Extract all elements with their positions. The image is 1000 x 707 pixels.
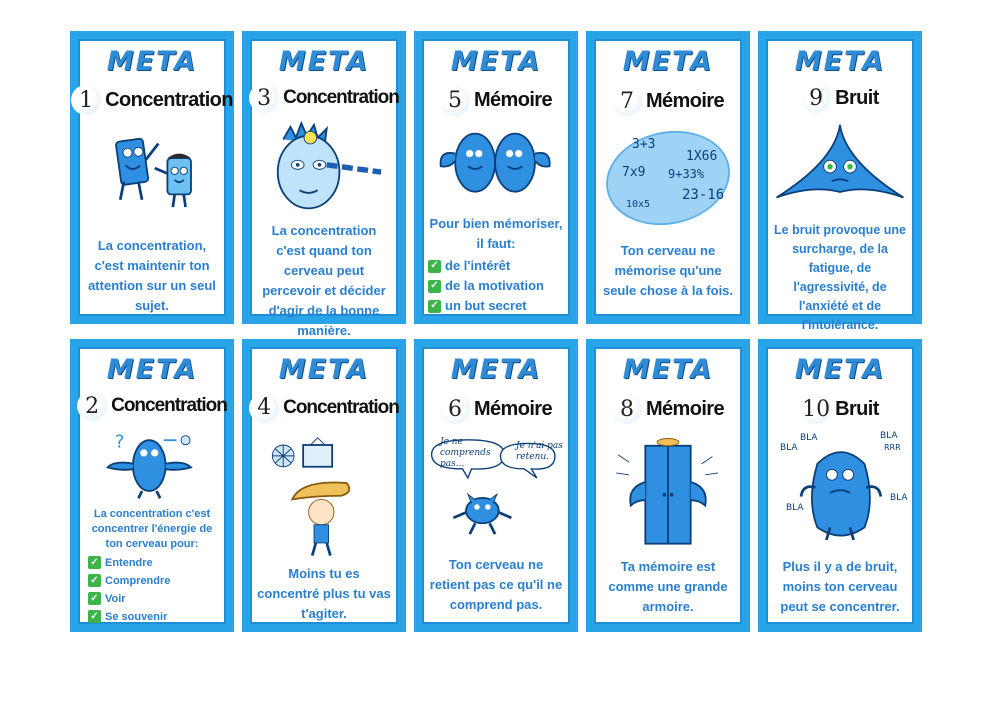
speech-character-illustration <box>428 431 564 543</box>
card-number: 7 <box>612 86 642 116</box>
card-logo: META <box>794 46 886 77</box>
checklist <box>80 554 224 626</box>
card-text: Le bruit provoque une surcharge, de la fatigue, de l'agressivité, de l'anxiété et de l'intolérance. <box>774 223 906 333</box>
check-icon: ✓ <box>428 260 441 273</box>
card-heading <box>772 391 908 427</box>
card-title: Concentration <box>105 88 233 111</box>
card-logo: META <box>278 46 370 77</box>
noisy-blob-illustration <box>772 431 908 553</box>
card-text: Ton cerveau ne retient pas ce qu'il ne comprend pas. <box>429 557 563 612</box>
list-item: ✓ un but secret <box>428 296 564 316</box>
card-text: La concentration c'est quand ton cerveau peut percevoir et décider d'agir de la bonne manière. <box>262 223 386 339</box>
checklist <box>428 256 564 316</box>
card-number: 3 <box>249 83 279 113</box>
card-5 <box>414 31 578 324</box>
card-6 <box>414 339 578 632</box>
math-text: 3+3 <box>632 137 656 152</box>
card-7 <box>586 31 750 324</box>
check-icon: ✓ <box>88 610 101 623</box>
card-number: 4 <box>249 393 279 423</box>
noise-text: BLA <box>786 503 804 513</box>
card-heading <box>256 391 399 424</box>
two-characters-illustration <box>84 121 220 222</box>
card-logo: META <box>450 46 542 77</box>
card-title: Concentration <box>283 396 399 418</box>
math-text: 23-16 <box>682 187 725 203</box>
card-text: La concentration, c'est maintenir ton attention sur un seul sujet. <box>88 238 216 313</box>
card-logo: META <box>106 354 198 385</box>
card-text: Ton cerveau ne mémorise qu'une seule chose à la fois. <box>602 243 734 298</box>
card-text: Pour bien mémoriser, il faut: <box>429 216 563 251</box>
list-item: ✓ Comprendre <box>88 572 224 590</box>
card-heading <box>84 391 227 421</box>
card-1 <box>70 31 234 324</box>
list-item: ✓ Se souvenir <box>88 608 224 626</box>
noise-text: BLA <box>800 433 818 443</box>
card-text: La concentration c'est concentrer l'énergie de ton cerveau pour: <box>91 507 213 550</box>
card-heading <box>79 83 233 117</box>
card-title: Mémoire <box>473 89 553 112</box>
math-text: 10x5 <box>626 199 651 210</box>
card-4 <box>242 339 406 632</box>
boy-distractions-illustration <box>256 428 392 560</box>
list-item: ✓ Voir <box>88 590 224 608</box>
list-item: ✓ de l'intérêt <box>428 256 564 276</box>
card-logo: META <box>622 354 714 385</box>
noise-text: RRR <box>884 443 901 452</box>
stressed-star-illustration <box>772 117 908 217</box>
card-number: 1 <box>71 85 101 115</box>
card-title: Mémoire <box>645 89 725 112</box>
card-number: 5 <box>440 86 470 116</box>
card-logo: META <box>622 46 714 77</box>
check-icon: ✓ <box>88 574 101 587</box>
check-icon: ✓ <box>428 280 441 293</box>
card-2 <box>70 339 234 632</box>
card-text: Ta mémoire est comme une grande armoire. <box>608 559 728 614</box>
card-number: 6 <box>440 394 470 424</box>
card-8 <box>586 339 750 632</box>
card-number: 10 <box>801 394 831 424</box>
card-logo: META <box>278 354 370 385</box>
check-icon: ✓ <box>88 592 101 605</box>
card-heading <box>772 83 908 113</box>
card-heading <box>600 83 736 119</box>
check-icon: ✓ <box>428 300 441 313</box>
list-item: ✓ Entendre <box>88 554 224 572</box>
card-title: Mémoire <box>473 397 553 420</box>
noise-text: BLA <box>780 443 798 453</box>
card-logo: META <box>106 46 198 77</box>
card-text: Plus il y a de bruit, moins ton cerveau peut se concentrer. <box>780 559 900 614</box>
card-title: Bruit <box>835 86 879 109</box>
card-heading <box>428 391 564 427</box>
card-title: Bruit <box>835 397 879 420</box>
card-title: Mémoire <box>645 397 725 420</box>
card-number: 8 <box>612 394 642 424</box>
card-heading <box>428 83 564 119</box>
card-title: Concentration <box>111 395 227 416</box>
two-brains-illustration <box>428 123 564 202</box>
math-text: 1X66 <box>686 149 718 164</box>
speech-bubble-text: Je n'ai pas retenu. <box>516 441 563 462</box>
card-title: Concentration <box>283 87 399 108</box>
math-text: 7x9 <box>622 165 646 180</box>
card-number: 9 <box>801 83 831 113</box>
card-logo: META <box>450 354 542 385</box>
math-bubble-illustration <box>600 123 736 233</box>
question-character-illustration <box>84 425 220 503</box>
noise-text: BLA <box>890 493 908 503</box>
noise-text: BLA <box>880 431 898 441</box>
svg-text:?: ? <box>114 431 125 453</box>
card-3 <box>242 31 406 339</box>
card-9 <box>758 31 922 333</box>
card-heading <box>256 83 399 113</box>
card-number: 2 <box>77 391 107 421</box>
card-text: Moins tu es concentré plus tu vas t'agiter. <box>257 566 391 621</box>
card-10 <box>758 339 922 632</box>
card-logo: META <box>794 354 886 385</box>
wardrobe-character-illustration <box>600 431 736 553</box>
face-lightbulb-illustration <box>256 117 392 217</box>
card-heading <box>600 391 736 427</box>
list-item: ✓ de la motivation <box>428 276 564 296</box>
speech-bubble-text: Je ne comprends pas... <box>440 437 491 469</box>
math-text: 9+33% <box>668 167 705 181</box>
check-icon: ✓ <box>88 556 101 569</box>
